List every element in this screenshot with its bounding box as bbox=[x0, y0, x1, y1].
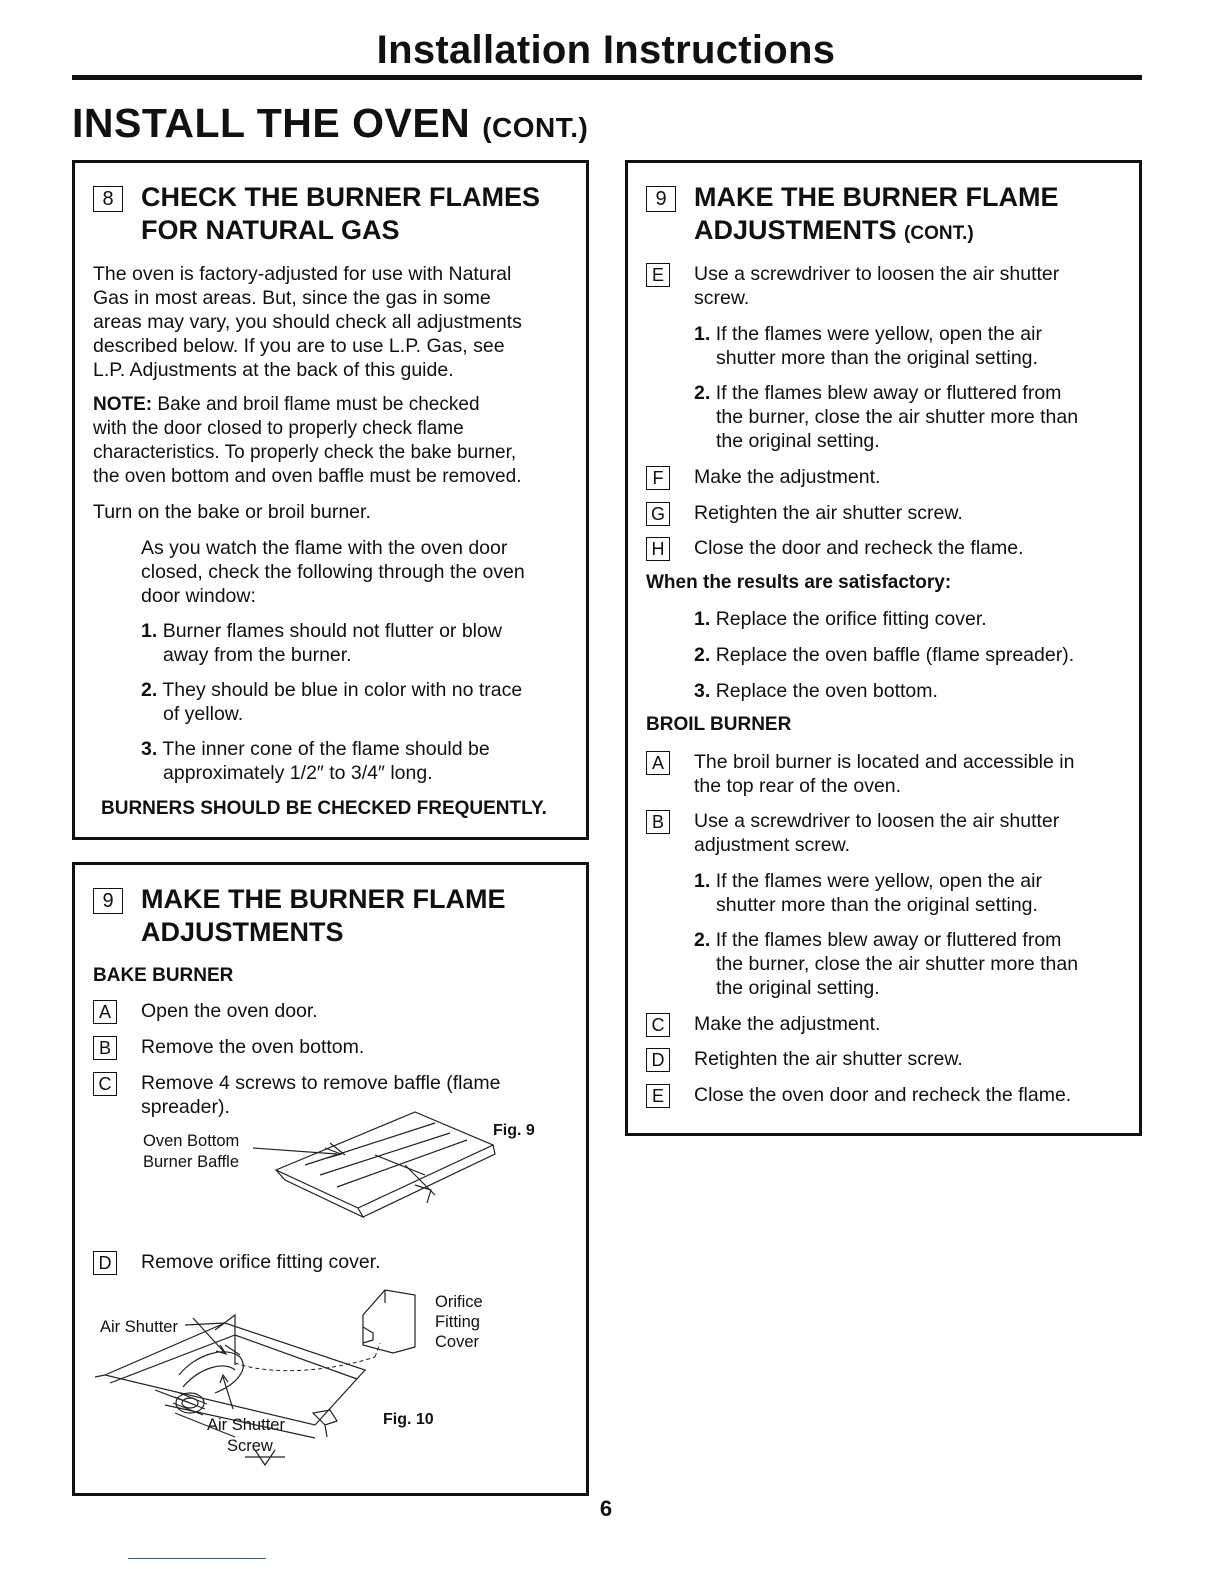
header-rule bbox=[72, 75, 1142, 80]
step9-number: 9 bbox=[93, 888, 123, 914]
note-line: with the door closed to properly check flame bbox=[93, 418, 464, 439]
turn-on-text: Turn on the bake or broil burner. bbox=[93, 501, 371, 523]
broil-item-1: 1. If the flames were yellow, open the air shutter more than the original setting. bbox=[694, 870, 1042, 916]
intro-line: areas may vary, you should check all adjustments bbox=[93, 311, 522, 333]
watch-line: door window: bbox=[141, 585, 256, 607]
note-label: NOTE: bbox=[93, 394, 153, 415]
fig9-callout-oven-bottom: Oven Bottom bbox=[143, 1132, 240, 1150]
check-item-3: 3. The inner cone of the flame should be approximately 1/2″ to 3/4″ long. bbox=[141, 738, 490, 784]
letter-box-C: C bbox=[93, 1072, 117, 1096]
section-title-cont: (CONT.) bbox=[482, 112, 589, 143]
step9-box-right bbox=[625, 160, 1142, 1136]
step-H-text: Close the door and recheck the flame. bbox=[694, 537, 1024, 559]
step8-intro bbox=[93, 262, 522, 382]
intro-line: Gas in most areas. But, since the gas in some bbox=[93, 287, 491, 309]
footer-link-line bbox=[128, 1558, 266, 1559]
result-item-1: 1. Replace the orifice fitting cover. bbox=[694, 608, 987, 630]
step9-cont-title-1: MAKE THE BURNER FLAME bbox=[694, 182, 1059, 212]
letter-box-E: E bbox=[646, 263, 670, 287]
step9-cont-title-2: ADJUSTMENTS (CONT.) bbox=[694, 215, 974, 245]
watch-text bbox=[141, 536, 525, 608]
note-line: Bake and broil flame must be checked bbox=[157, 394, 480, 415]
letter-box-broil-D: D bbox=[646, 1048, 670, 1072]
letter-box-F: F bbox=[646, 466, 670, 490]
letter-box-A: A bbox=[93, 1000, 117, 1024]
step9-cont-heading bbox=[646, 181, 1059, 250]
result-item-3: 3. Replace the oven bottom. bbox=[694, 680, 938, 702]
burners-warning: BURNERS SHOULD BE CHECKED FREQUENTLY. bbox=[101, 798, 547, 819]
fig10-drawing bbox=[75, 865, 592, 1499]
step8-title-2: FOR NATURAL GAS bbox=[141, 215, 400, 245]
broil-B-text: Use a screwdriver to loosen the air shutter adjustment screw. bbox=[694, 810, 1060, 856]
header-title: Installation Instructions bbox=[376, 28, 836, 72]
intro-line: described below. If you are to use L.P. Gas, see bbox=[93, 335, 505, 357]
step9-cont-marker: (CONT.) bbox=[904, 223, 974, 244]
check-item-2: 2. They should be blue in color with no trace of yellow. bbox=[141, 679, 523, 725]
section-title-text: INSTALL THE OVEN bbox=[72, 100, 471, 146]
fig10-callout-orifice-1: Orifice bbox=[435, 1293, 483, 1311]
letter-box-G: G bbox=[646, 502, 670, 526]
fig10-callout-screw-1: Air Shutter bbox=[207, 1416, 285, 1434]
bake-burner-heading: BAKE BURNER bbox=[93, 965, 234, 986]
step-G-text: Retighten the air shutter screw. bbox=[694, 502, 963, 524]
fig10-label: Fig. 10 bbox=[383, 1411, 434, 1428]
step-F-text: Make the adjustment. bbox=[694, 466, 881, 488]
step9-box-left bbox=[72, 862, 589, 1496]
fig10-callout-screw-2: Screw bbox=[227, 1437, 273, 1455]
letter-box-H: H bbox=[646, 537, 670, 561]
broil-item-2: 2. If the flames blew away or fluttered from the burner, close the air shutter more than the original setting. bbox=[694, 929, 1079, 999]
letter-box-B: B bbox=[93, 1036, 117, 1060]
letter-box-D: D bbox=[93, 1251, 117, 1275]
page-number: 6 bbox=[599, 1496, 613, 1521]
fig9-label: Fig. 9 bbox=[493, 1122, 535, 1139]
step9-title-2: ADJUSTMENTS bbox=[141, 917, 344, 947]
broil-A-text: The broil burner is located and accessible in the top rear of the oven. bbox=[694, 751, 1075, 797]
note-line: the oven bottom and oven baffle must be removed. bbox=[93, 466, 522, 487]
fig10-callout-orifice-3: Cover bbox=[435, 1333, 480, 1351]
step-C-text: Remove 4 screws to remove baffle (flame spreader). bbox=[141, 1072, 501, 1118]
intro-line: The oven is factory-adjusted for use with Natural bbox=[93, 263, 512, 285]
step-E-text: Use a screwdriver to loosen the air shutter screw. bbox=[694, 263, 1060, 309]
step8-number: 8 bbox=[93, 186, 123, 212]
step-B-text: Remove the oven bottom. bbox=[141, 1036, 365, 1058]
letter-box-broil-C: C bbox=[646, 1013, 670, 1037]
letter-box-broil-E: E bbox=[646, 1084, 670, 1108]
check-item-1: 1. Burner flames should not flutter or blow away from the burner. bbox=[141, 620, 502, 666]
fig10-callout-air-shutter: Air Shutter bbox=[100, 1318, 178, 1336]
step-D-text: Remove orifice fitting cover. bbox=[141, 1251, 381, 1273]
e-item-2: 2. If the flames blew away or fluttered from the burner, close the air shutter more than the original setting. bbox=[694, 382, 1079, 452]
result-item-2: 2. Replace the oven baffle (flame spreader). bbox=[694, 644, 1075, 666]
fig9-callout-burner-baffle: Burner Baffle bbox=[143, 1153, 240, 1171]
letter-box-broil-B: B bbox=[646, 810, 670, 834]
step8-heading bbox=[93, 181, 540, 247]
fig10-callout-orifice-2: Fitting bbox=[435, 1313, 480, 1331]
intro-line: L.P. Adjustments at the back of this guide. bbox=[93, 359, 454, 381]
watch-line: closed, check the following through the oven bbox=[141, 561, 525, 583]
e-item-1: 1. If the flames were yellow, open the air shutter more than the original setting. bbox=[694, 323, 1042, 369]
step8-box bbox=[72, 160, 589, 840]
broil-C-text: Make the adjustment. bbox=[694, 1013, 881, 1035]
step9-cont-number: 9 bbox=[646, 186, 676, 212]
step-A-text: Open the oven door. bbox=[141, 1000, 318, 1022]
broil-D-text: Retighten the air shutter screw. bbox=[694, 1048, 963, 1070]
step8-title-1: CHECK THE BURNER FLAMES bbox=[141, 182, 541, 212]
results-heading: When the results are satisfactory: bbox=[646, 572, 952, 593]
step8-note bbox=[93, 393, 521, 489]
broil-burner-heading: BROIL BURNER bbox=[646, 714, 792, 735]
section-title bbox=[72, 100, 588, 147]
broil-E-text: Close the oven door and recheck the flame. bbox=[694, 1084, 1072, 1106]
step9-title-1: MAKE THE BURNER FLAME bbox=[141, 884, 506, 914]
watch-line: As you watch the flame with the oven door bbox=[141, 537, 508, 559]
note-line: characteristics. To properly check the bake burner, bbox=[93, 442, 517, 463]
letter-box-broil-A: A bbox=[646, 751, 670, 775]
